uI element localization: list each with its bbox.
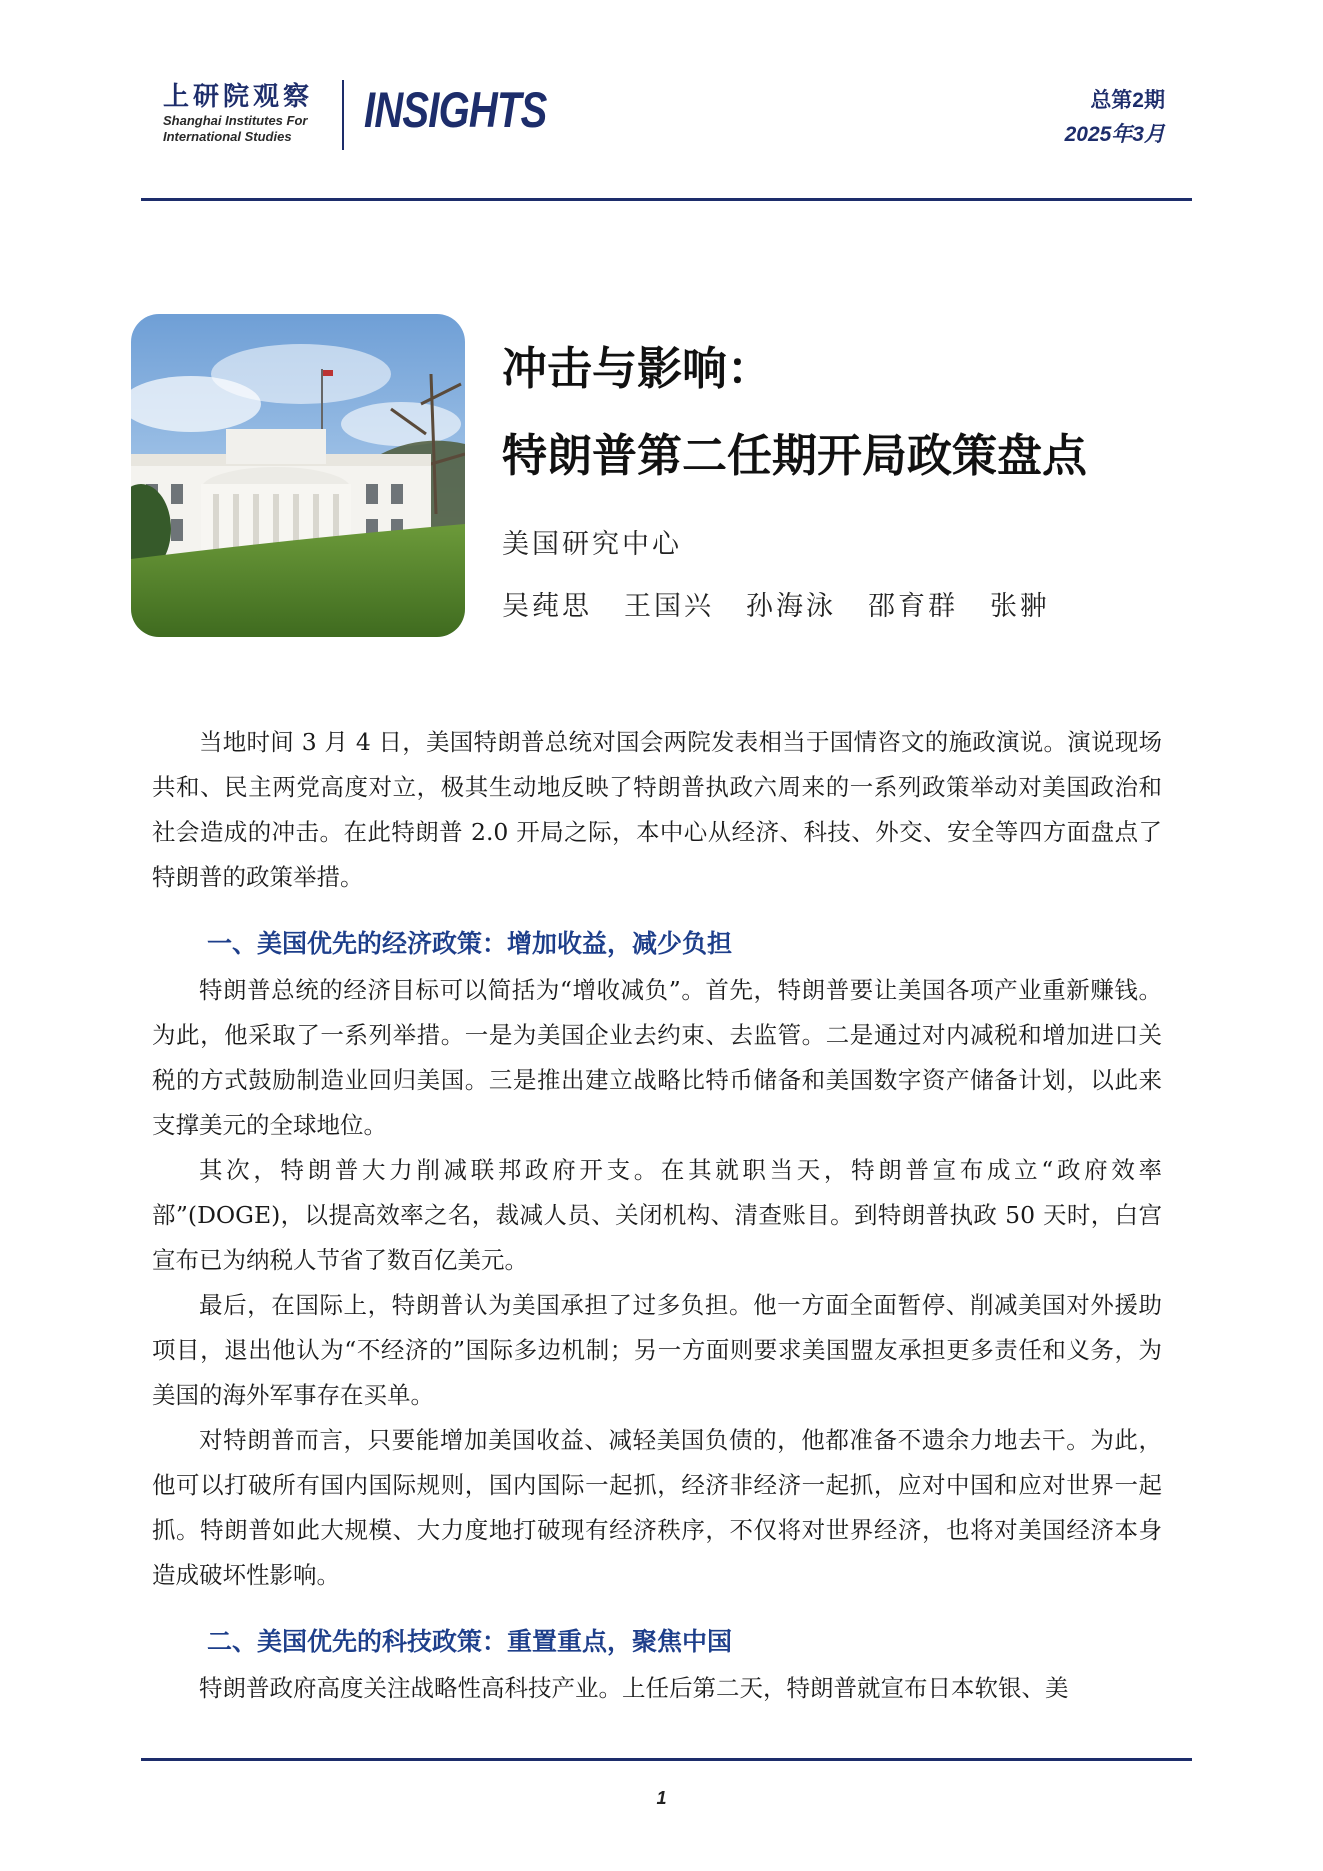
paragraph: 最后，在国际上，特朗普认为美国承担了过多负担。他一方面全面暂停、削减美国对外援助项目，退出他认为“不经济的”国际多边机制；另一方面则要求美国盟友承担更多责任和义务，为美国的海外军事存在买单。 xyxy=(152,1291,1162,1409)
author-name: 王国兴 xyxy=(624,591,714,622)
paragraph: 对特朗普而言，只要能增加美国收益、减轻美国负债的，他都准备不遗余力地去干。为此，他可以打破所有国内国际规则，国内国际一起抓，经济非经济一起抓，应对中国和应对世界一起抓。特朗普如此大规模、大力度地打破现有经济秩序，不仅将对世界经济，也将对美国经济本身造成破坏性影响。 xyxy=(152,1426,1162,1589)
issue-date: 2025年3月 xyxy=(1064,123,1165,146)
title-line-1: 冲击与影响： xyxy=(502,342,773,395)
white-house-photo xyxy=(131,314,465,637)
logo-english-line1: Shanghai Institutes For xyxy=(163,113,308,128)
article-title xyxy=(502,325,1087,499)
author-name: 邵育群 xyxy=(868,591,958,622)
issue-number: 总第2期 xyxy=(1090,89,1165,112)
paragraph: 其次，特朗普大力削减联邦政府开支。在其就职当天，特朗普宣布成立“政府效率部”(DOGE)，以提高效率之名，裁减人员、关闭机构、清查账目。到特朗普执政 50 天时，白宫宣布已为纳税人节省了数百亿美元。 xyxy=(152,1156,1162,1274)
paragraph: 特朗普总统的经济目标可以简括为“增收减负”。首先，特朗普要让美国各项产业重新赚钱。为此，他采取了一系列举措。一是为美国企业去约束、去监管。二是通过对内减税和增加进口关税的方式鼓励制造业回归美国。三是推出建立战略比特币储备和美国数字资产储备计划，以此来支撑美元的全球地位。 xyxy=(152,976,1162,1139)
logo-english-line2: International Studies xyxy=(163,129,292,144)
white-house-illustration xyxy=(131,314,465,637)
page-number: 1 xyxy=(656,1788,667,1808)
issue-info xyxy=(1065,84,1165,152)
logo-chinese: 上研院观察 xyxy=(163,82,314,112)
section-heading-economy: 一、美国优先的经济政策：增加收益，减少负担 xyxy=(207,929,733,958)
article-body xyxy=(152,720,1162,1711)
footer-rule xyxy=(141,1758,1192,1761)
author-name: 张翀 xyxy=(990,591,1050,622)
department: 美国研究中心 xyxy=(502,529,682,560)
logo-divider xyxy=(342,80,344,150)
intro-paragraph: 当地时间 3 月 4 日，美国特朗普总统对国会两院发表相当于国情咨文的施政演说。演说现场共和、民主两党高度对立，极其生动地反映了特朗普执政六周来的一系列政策举动对美国政治和社会造成的冲击。在此特朗普 2.0 开局之际，本中心从经济、科技、外交、安全等四方面盘点了特朗普的政策举措。 xyxy=(152,728,1162,891)
paragraph: 特朗普政府高度关注战略性高科技产业。上任后第二天，特朗普就宣布日本软银、美 xyxy=(199,1674,1069,1702)
author-list xyxy=(502,584,1082,623)
author-name: 孙海泳 xyxy=(746,591,836,622)
title-line-2: 特朗普第二任期开局政策盘点 xyxy=(502,429,1088,482)
section-heading-technology: 二、美国优先的科技政策：重置重点，聚焦中国 xyxy=(207,1627,733,1656)
header-rule xyxy=(141,198,1192,201)
logo-english xyxy=(163,113,307,145)
author-name: 吴莼思 xyxy=(502,591,592,622)
insights-wordmark: INSIGHTS xyxy=(364,82,547,138)
